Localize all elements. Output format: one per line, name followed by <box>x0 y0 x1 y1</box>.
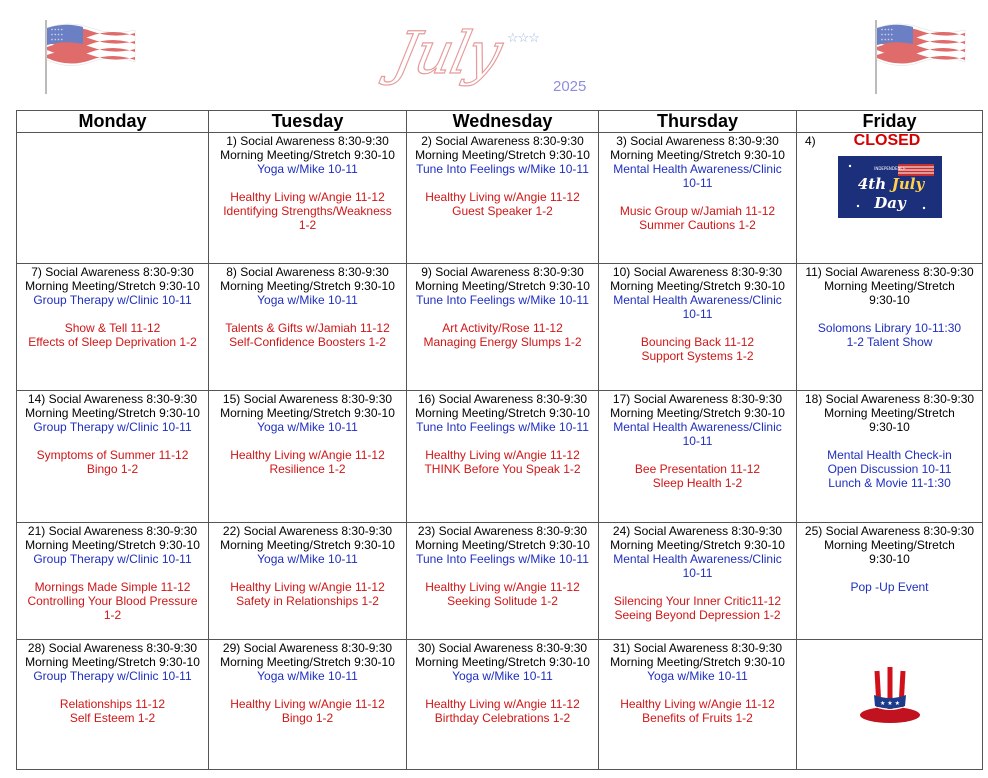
day-cell <box>407 391 599 522</box>
svg-text:* * * *: * * * * <box>881 28 893 33</box>
schedule-line: 25) Social Awareness 8:30-9:30 <box>804 523 975 538</box>
day-cell <box>797 264 983 391</box>
schedule-line: Identifying Strengths/Weakness <box>223 204 392 218</box>
spacer <box>601 321 794 335</box>
svg-text:* * * *: * * * * <box>881 33 893 38</box>
schedule-line: Seeking Solitude 1-2 <box>447 593 558 608</box>
week-row <box>17 639 983 769</box>
schedule-line: Morning Meeting/Stretch <box>824 279 955 294</box>
schedule-line: 31) Social Awareness 8:30-9:30 <box>612 640 783 655</box>
day-cell <box>209 639 407 769</box>
schedule-line: Seeing Beyond Depression 1-2 <box>614 607 781 622</box>
day-cell <box>599 264 797 391</box>
schedule-line: 23) Social Awareness 8:30-9:30 <box>417 523 588 538</box>
svg-text:* * * *: * * * * <box>51 38 63 43</box>
schedule-line: Open Discussion 10-11 <box>827 462 952 477</box>
schedule-line: 8) Social Awareness 8:30-9:30 <box>226 265 389 280</box>
schedule-line: Morning Meeting/Stretch 9:30-10 <box>220 654 395 669</box>
schedule-line: 9:30-10 <box>869 420 910 435</box>
schedule-line: 9) Social Awareness 8:30-9:30 <box>421 265 584 280</box>
schedule-line: Morning Meeting/Stretch 9:30-10 <box>415 537 590 552</box>
schedule-line: Mental Health Awareness/Clinic <box>613 420 782 435</box>
schedule-line: 1-2 <box>298 218 317 232</box>
schedule-line: 10-11 <box>682 434 713 449</box>
schedule-line: Talents & Gifts w/Jamiah 11-12 <box>225 321 390 336</box>
schedule-line: Yoga w/Mike 10-11 <box>452 668 553 683</box>
spacer <box>211 434 404 448</box>
schedule-line: Effects of Sleep Deprivation 1-2 <box>28 335 197 350</box>
day-cell <box>599 133 797 264</box>
month-name: July <box>387 19 507 87</box>
day-cell <box>407 639 599 769</box>
schedule-line: Solomons Library 10-11:30 <box>817 321 962 336</box>
schedule-line: Support Systems 1-2 <box>641 349 754 364</box>
schedule-line: 10) Social Awareness 8:30-9:30 <box>612 265 783 280</box>
schedule-line: Mental Health Awareness/Clinic <box>613 162 782 176</box>
schedule-line: Yoga w/Mike 10-11 <box>257 551 358 566</box>
schedule-line: Yoga w/Mike 10-11 <box>647 668 748 683</box>
schedule-line: Morning Meeting/Stretch 9:30-10 <box>610 654 785 669</box>
week-row <box>17 391 983 522</box>
schedule-line: Yoga w/Mike 10-11 <box>257 420 358 435</box>
us-flag-icon <box>872 18 968 96</box>
schedule-line: Mental Health Awareness/Clinic <box>613 551 782 566</box>
year-label: 2025 <box>553 78 587 95</box>
schedule-line: 21) Social Awareness 8:30-9:30 <box>27 523 198 538</box>
schedule-line: 9:30-10 <box>869 551 910 566</box>
schedule-line: Birthday Celebrations 1-2 <box>434 710 571 725</box>
schedule-line: Bee Presentation 11-12 <box>634 462 761 477</box>
spacer <box>601 683 794 697</box>
schedule-line: Self Esteem 1-2 <box>69 710 156 725</box>
schedule-line: Music Group w/Jamiah 11-12 <box>619 204 776 218</box>
day-cell <box>17 639 209 769</box>
schedule-line: 1) Social Awareness 8:30-9:30 <box>226 134 389 148</box>
schedule-line: 1-2 <box>103 607 122 622</box>
month-title <box>387 18 595 98</box>
svg-text:July: July <box>891 175 924 193</box>
schedule-line: Mornings Made Simple 11-12 <box>34 579 191 594</box>
day-number: 4) <box>805 134 816 148</box>
schedule-line: Silencing Your Inner Critic11-12 <box>613 593 782 608</box>
weekday-header-row <box>17 111 983 133</box>
day-cell <box>407 522 599 639</box>
schedule-line: Morning Meeting/Stretch 9:30-10 <box>415 406 590 421</box>
svg-text:INDEPENDENCE: INDEPENDENCE <box>873 166 906 171</box>
schedule-line: Yoga w/Mike 10-11 <box>257 668 358 683</box>
schedule-line: Morning Meeting/Stretch 9:30-10 <box>610 279 785 294</box>
svg-text:* * * *: * * * * <box>51 33 63 38</box>
day-cell <box>797 522 983 639</box>
uncle-sam-hat-icon <box>857 657 923 727</box>
spacer <box>19 683 206 697</box>
weekday-header: Monday <box>17 111 209 133</box>
schedule-line: 16) Social Awareness 8:30-9:30 <box>417 392 588 407</box>
schedule-line: Mental Health Awareness/Clinic <box>613 293 782 308</box>
day-cell <box>407 133 599 264</box>
schedule-line: Tune Into Feelings w/Mike 10-11 <box>416 551 589 566</box>
spacer <box>409 566 596 580</box>
day-cell <box>209 264 407 391</box>
schedule-line: Morning Meeting/Stretch <box>824 537 955 552</box>
schedule-line: 9:30-10 <box>869 293 910 308</box>
schedule-line: Symptoms of Summer 11-12 <box>36 448 189 463</box>
spacer <box>19 307 206 321</box>
day-cell <box>797 133 983 264</box>
schedule-line: Morning Meeting/Stretch 9:30-10 <box>220 537 395 552</box>
svg-text:* * * *: * * * * <box>881 38 893 43</box>
week-row <box>17 264 983 391</box>
schedule-line: Morning Meeting/Stretch 9:30-10 <box>220 406 395 421</box>
schedule-line: Safety in Relationships 1-2 <box>236 593 379 608</box>
day-cell <box>17 522 209 639</box>
svg-text:Day: Day <box>873 194 906 212</box>
day-cell <box>209 391 407 522</box>
schedule-line: 14) Social Awareness 8:30-9:30 <box>27 392 198 407</box>
schedule-line: Morning Meeting/Stretch 9:30-10 <box>415 148 590 162</box>
schedule-line: Morning Meeting/Stretch 9:30-10 <box>610 148 785 162</box>
spacer <box>19 434 206 448</box>
spacer <box>211 176 404 190</box>
weekday-header: Tuesday <box>209 111 407 133</box>
closed-label: CLOSED <box>853 132 921 149</box>
spacer <box>211 566 404 580</box>
svg-text:★ ★ ★: ★ ★ ★ <box>879 699 900 707</box>
day-cell <box>599 522 797 639</box>
spacer <box>409 434 596 448</box>
schedule-line: 3) Social Awareness 8:30-9:30 <box>616 134 779 148</box>
schedule-line: 10-11 <box>682 565 713 580</box>
schedule-line: Morning Meeting/Stretch 9:30-10 <box>610 537 785 552</box>
schedule-line: Benefits of Fruits 1-2 <box>642 710 753 725</box>
day-cell <box>209 522 407 639</box>
spacer <box>601 448 794 462</box>
schedule-line: 1-2 Talent Show <box>846 335 933 350</box>
schedule-line: Guest Speaker 1-2 <box>452 204 553 218</box>
fourth-of-july-poster-image <box>838 156 942 218</box>
spacer <box>799 307 980 321</box>
schedule-line: Lunch & Movie 11-1:30 <box>828 476 951 491</box>
schedule-line: 18) Social Awareness 8:30-9:30 <box>804 392 975 407</box>
spacer <box>409 683 596 697</box>
schedule-line: THINK Before You Speak 1-2 <box>424 462 581 477</box>
schedule-line: Bouncing Back 11-12 <box>640 335 755 350</box>
svg-text:* * * *: * * * * <box>51 28 63 33</box>
schedule-line: Pop -Up Event <box>850 579 929 594</box>
week-row <box>17 133 983 264</box>
schedule-line: 7) Social Awareness 8:30-9:30 <box>31 265 194 280</box>
schedule-line: Show & Tell 11-12 <box>64 321 161 336</box>
schedule-line: 15) Social Awareness 8:30-9:30 <box>222 392 393 407</box>
schedule-line: 11) Social Awareness 8:30-9:30 <box>805 265 974 280</box>
day-cell <box>209 133 407 264</box>
spacer <box>19 566 206 580</box>
weekday-header: Friday <box>797 111 983 133</box>
day-cell <box>797 639 983 769</box>
schedule-line: Bingo 1-2 <box>86 462 139 477</box>
spacer <box>211 683 404 697</box>
schedule-line: Tune Into Feelings w/Mike 10-11 <box>416 162 589 176</box>
day-cell <box>797 391 983 522</box>
schedule-line: Group Therapy w/Clinic 10-11 <box>33 293 192 308</box>
schedule-line: 10-11 <box>682 307 713 322</box>
spacer <box>799 566 980 580</box>
schedule-line: Healthy Living w/Angie 11-12 <box>425 696 580 711</box>
schedule-line: Morning Meeting/Stretch 9:30-10 <box>415 654 590 669</box>
schedule-line: Self-Confidence Boosters 1-2 <box>229 335 386 350</box>
schedule-line: 22) Social Awareness 8:30-9:30 <box>222 523 393 538</box>
schedule-line: Healthy Living w/Angie 11-12 <box>230 190 385 204</box>
schedule-line: Bingo 1-2 <box>281 710 334 725</box>
schedule-line: 17) Social Awareness 8:30-9:30 <box>612 392 783 407</box>
schedule-line: Healthy Living w/Angie 11-12 <box>425 190 580 204</box>
schedule-line: Controlling Your Blood Pressure <box>27 593 198 608</box>
schedule-line: Morning Meeting/Stretch 9:30-10 <box>25 406 200 421</box>
schedule-line: Healthy Living w/Angie 11-12 <box>425 579 580 594</box>
schedule-line: Healthy Living w/Angie 11-12 <box>425 448 580 463</box>
schedule-line: Group Therapy w/Clinic 10-11 <box>33 420 192 435</box>
schedule-line: Group Therapy w/Clinic 10-11 <box>33 551 192 566</box>
schedule-line: Yoga w/Mike 10-11 <box>257 162 358 176</box>
schedule-line: Morning Meeting/Stretch <box>824 406 955 421</box>
day-cell <box>599 391 797 522</box>
schedule-line: Morning Meeting/Stretch 9:30-10 <box>610 406 785 421</box>
us-flag-icon <box>42 18 138 96</box>
schedule-line: Healthy Living w/Angie 11-12 <box>230 696 385 711</box>
schedule-line: Group Therapy w/Clinic 10-11 <box>33 668 192 683</box>
schedule-line: 29) Social Awareness 8:30-9:30 <box>222 640 393 655</box>
day-cell <box>17 391 209 522</box>
closed-notice <box>799 134 980 148</box>
stars-decoration: ☆☆☆ <box>507 30 539 45</box>
schedule-line: Healthy Living w/Angie 11-12 <box>230 579 385 594</box>
schedule-line: Sleep Health 1-2 <box>652 476 743 491</box>
day-cell <box>599 639 797 769</box>
schedule-line: 30) Social Awareness 8:30-9:30 <box>417 640 588 655</box>
schedule-line: Art Activity/Rose 11-12 <box>442 321 563 336</box>
weekday-header: Thursday <box>599 111 797 133</box>
calendar-header <box>0 0 988 108</box>
schedule-line: Yoga w/Mike 10-11 <box>257 293 358 308</box>
weekday-header: Wednesday <box>407 111 599 133</box>
schedule-line: Healthy Living w/Angie 11-12 <box>620 696 775 711</box>
schedule-line: Tune Into Feelings w/Mike 10-11 <box>416 420 589 435</box>
schedule-line: Managing Energy Slumps 1-2 <box>423 335 582 350</box>
day-cell <box>17 264 209 391</box>
day-cell <box>407 264 599 391</box>
schedule-line: Morning Meeting/Stretch 9:30-10 <box>220 279 395 294</box>
spacer <box>601 190 794 204</box>
schedule-line: Summer Cautions 1-2 <box>639 218 756 232</box>
day-cell <box>17 133 209 264</box>
schedule-line: Morning Meeting/Stretch 9:30-10 <box>25 654 200 669</box>
schedule-line: 2) Social Awareness 8:30-9:30 <box>421 134 584 148</box>
schedule-line: Morning Meeting/Stretch 9:30-10 <box>25 537 200 552</box>
schedule-line: Morning Meeting/Stretch 9:30-10 <box>220 148 395 162</box>
schedule-line: Resilience 1-2 <box>269 462 346 477</box>
schedule-line: Morning Meeting/Stretch 9:30-10 <box>25 279 200 294</box>
week-row <box>17 522 983 639</box>
schedule-line: Relationships 11-12 <box>59 696 166 711</box>
spacer <box>799 434 980 448</box>
schedule-line: 24) Social Awareness 8:30-9:30 <box>612 523 783 538</box>
schedule-line: Healthy Living w/Angie 11-12 <box>230 448 385 463</box>
schedule-line: Tune Into Feelings w/Mike 10-11 <box>416 293 589 308</box>
calendar-grid <box>16 110 983 770</box>
schedule-line: Mental Health Check-in <box>827 448 952 463</box>
schedule-line: 10-11 <box>682 176 713 190</box>
schedule-line: 28) Social Awareness 8:30-9:30 <box>27 640 198 655</box>
spacer <box>409 307 596 321</box>
schedule-line: Morning Meeting/Stretch 9:30-10 <box>415 279 590 294</box>
spacer <box>211 307 404 321</box>
spacer <box>409 176 596 190</box>
svg-text:4th: 4th <box>857 175 886 193</box>
spacer <box>601 580 794 594</box>
